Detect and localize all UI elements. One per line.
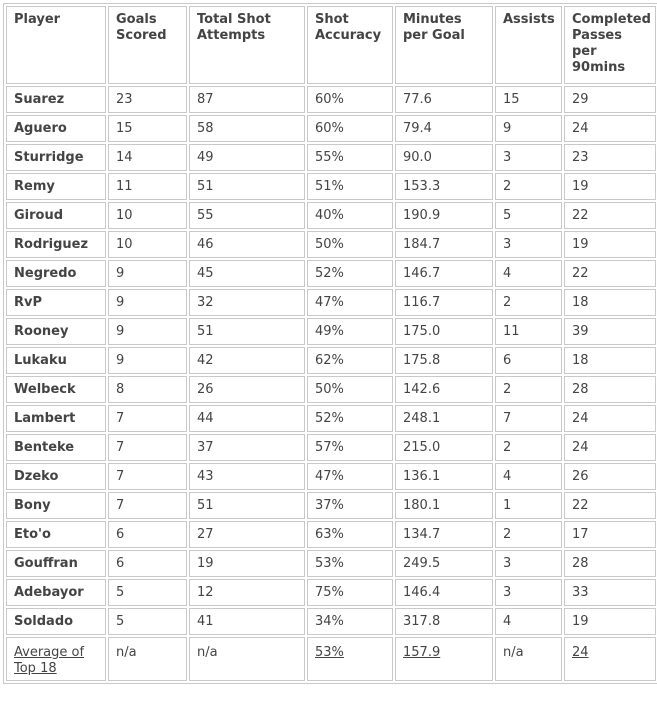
- player-cell: Gouffran: [6, 550, 106, 577]
- player-cell: Welbeck: [6, 376, 106, 403]
- shots-cell: 27: [189, 521, 305, 548]
- assists-cell: 7: [495, 405, 562, 432]
- passes-cell: 18: [564, 347, 656, 374]
- table-row: [6, 434, 656, 461]
- player-cell: RvP: [6, 289, 106, 316]
- shots-cell: 32: [189, 289, 305, 316]
- goals-cell: 7: [108, 434, 187, 461]
- shots-cell: 87: [189, 86, 305, 113]
- passes-cell: 22: [564, 260, 656, 287]
- accuracy-cell: 62%: [307, 347, 393, 374]
- goals-cell: 8: [108, 376, 187, 403]
- header-minutes-per-goal: Minutes per Goal: [395, 6, 493, 84]
- shots-cell: 51: [189, 492, 305, 519]
- accuracy-cell: 37%: [307, 492, 393, 519]
- table-row: [6, 463, 656, 490]
- average-passes-link[interactable]: 24: [564, 637, 656, 681]
- table-row: [6, 231, 656, 258]
- accuracy-cell: 75%: [307, 579, 393, 606]
- header-total-shot-attempts: Total Shot Attempts: [189, 6, 305, 84]
- player-cell: Adebayor: [6, 579, 106, 606]
- shots-cell: 46: [189, 231, 305, 258]
- passes-cell: 19: [564, 231, 656, 258]
- goals-cell: 23: [108, 86, 187, 113]
- passes-cell: 24: [564, 115, 656, 142]
- passes-cell: 28: [564, 376, 656, 403]
- goals-cell: 9: [108, 318, 187, 345]
- assists-cell: 1: [495, 492, 562, 519]
- player-cell: Rodriguez: [6, 231, 106, 258]
- player-cell: Rooney: [6, 318, 106, 345]
- passes-cell: 33: [564, 579, 656, 606]
- passes-cell: 17: [564, 521, 656, 548]
- average-goals: n/a: [108, 637, 187, 681]
- table-row: [6, 144, 656, 171]
- player-cell: Soldado: [6, 608, 106, 635]
- player-cell: Suarez: [6, 86, 106, 113]
- player-cell: Dzeko: [6, 463, 106, 490]
- minutes-per-goal-cell: 90.0: [395, 144, 493, 171]
- assists-cell: 2: [495, 376, 562, 403]
- minutes-per-goal-cell: 134.7: [395, 521, 493, 548]
- passes-cell: 24: [564, 434, 656, 461]
- player-cell: Giroud: [6, 202, 106, 229]
- passes-cell: 23: [564, 144, 656, 171]
- average-shots: n/a: [189, 637, 305, 681]
- goals-cell: 9: [108, 260, 187, 287]
- table-row: [6, 579, 656, 606]
- assists-cell: 3: [495, 579, 562, 606]
- passes-cell: 19: [564, 608, 656, 635]
- goals-cell: 11: [108, 173, 187, 200]
- shots-cell: 45: [189, 260, 305, 287]
- accuracy-cell: 52%: [307, 405, 393, 432]
- table-row: [6, 289, 656, 316]
- goals-cell: 15: [108, 115, 187, 142]
- assists-cell: 2: [495, 434, 562, 461]
- table-footer: [6, 637, 656, 681]
- minutes-per-goal-cell: 317.8: [395, 608, 493, 635]
- header-shot-accuracy: Shot Accuracy: [307, 6, 393, 84]
- player-stats-table: [3, 3, 657, 684]
- table-row: [6, 405, 656, 432]
- table-header: [6, 6, 656, 84]
- shots-cell: 55: [189, 202, 305, 229]
- passes-cell: 19: [564, 173, 656, 200]
- accuracy-cell: 40%: [307, 202, 393, 229]
- player-cell: Eto'o: [6, 521, 106, 548]
- goals-cell: 7: [108, 405, 187, 432]
- table-row: [6, 376, 656, 403]
- assists-cell: 4: [495, 608, 562, 635]
- shots-cell: 43: [189, 463, 305, 490]
- accuracy-cell: 52%: [307, 260, 393, 287]
- average-assists: n/a: [495, 637, 562, 681]
- minutes-per-goal-cell: 79.4: [395, 115, 493, 142]
- passes-cell: 24: [564, 405, 656, 432]
- shots-cell: 51: [189, 173, 305, 200]
- average-row: [6, 637, 656, 681]
- table-row: [6, 318, 656, 345]
- shots-cell: 44: [189, 405, 305, 432]
- table-row: [6, 550, 656, 577]
- assists-cell: 5: [495, 202, 562, 229]
- assists-cell: 9: [495, 115, 562, 142]
- accuracy-cell: 60%: [307, 86, 393, 113]
- assists-cell: 2: [495, 521, 562, 548]
- goals-cell: 5: [108, 579, 187, 606]
- table-row: [6, 115, 656, 142]
- player-cell: Aguero: [6, 115, 106, 142]
- passes-cell: 26: [564, 463, 656, 490]
- player-cell: Lambert: [6, 405, 106, 432]
- accuracy-cell: 63%: [307, 521, 393, 548]
- shots-cell: 41: [189, 608, 305, 635]
- shots-cell: 19: [189, 550, 305, 577]
- assists-cell: 15: [495, 86, 562, 113]
- goals-cell: 6: [108, 521, 187, 548]
- assists-cell: 4: [495, 463, 562, 490]
- passes-cell: 29: [564, 86, 656, 113]
- shots-cell: 42: [189, 347, 305, 374]
- accuracy-cell: 55%: [307, 144, 393, 171]
- accuracy-cell: 57%: [307, 434, 393, 461]
- player-cell: Lukaku: [6, 347, 106, 374]
- passes-cell: 28: [564, 550, 656, 577]
- minutes-per-goal-cell: 136.1: [395, 463, 493, 490]
- table-row: [6, 608, 656, 635]
- header-row: [6, 6, 656, 84]
- goals-cell: 9: [108, 347, 187, 374]
- shots-cell: 58: [189, 115, 305, 142]
- player-cell: Sturridge: [6, 144, 106, 171]
- shots-cell: 51: [189, 318, 305, 345]
- header-completed-passes: Completed Passes per 90mins: [564, 6, 656, 84]
- header-goals-scored: Goals Scored: [108, 6, 187, 84]
- minutes-per-goal-cell: 116.7: [395, 289, 493, 316]
- assists-cell: 3: [495, 231, 562, 258]
- minutes-per-goal-cell: 146.7: [395, 260, 493, 287]
- table-row: [6, 86, 656, 113]
- minutes-per-goal-cell: 248.1: [395, 405, 493, 432]
- accuracy-cell: 49%: [307, 318, 393, 345]
- passes-cell: 22: [564, 202, 656, 229]
- header-player: Player: [6, 6, 106, 84]
- header-assists: Assists: [495, 6, 562, 84]
- minutes-per-goal-cell: 175.8: [395, 347, 493, 374]
- goals-cell: 7: [108, 492, 187, 519]
- assists-cell: 4: [495, 260, 562, 287]
- goals-cell: 14: [108, 144, 187, 171]
- table-row: [6, 202, 656, 229]
- accuracy-cell: 53%: [307, 550, 393, 577]
- accuracy-cell: 47%: [307, 463, 393, 490]
- minutes-per-goal-cell: 215.0: [395, 434, 493, 461]
- assists-cell: 3: [495, 144, 562, 171]
- assists-cell: 6: [495, 347, 562, 374]
- average-minutes-link[interactable]: 157.9: [395, 637, 493, 681]
- accuracy-cell: 51%: [307, 173, 393, 200]
- player-cell: Remy: [6, 173, 106, 200]
- passes-cell: 18: [564, 289, 656, 316]
- goals-cell: 6: [108, 550, 187, 577]
- goals-cell: 10: [108, 202, 187, 229]
- table-row: [6, 347, 656, 374]
- table-row: [6, 260, 656, 287]
- minutes-per-goal-cell: 153.3: [395, 173, 493, 200]
- passes-cell: 22: [564, 492, 656, 519]
- assists-cell: 3: [495, 550, 562, 577]
- goals-cell: 5: [108, 608, 187, 635]
- shots-cell: 49: [189, 144, 305, 171]
- accuracy-cell: 50%: [307, 231, 393, 258]
- minutes-per-goal-cell: 249.5: [395, 550, 493, 577]
- accuracy-cell: 34%: [307, 608, 393, 635]
- average-label-link[interactable]: Average of Top 18: [6, 637, 106, 681]
- minutes-per-goal-cell: 184.7: [395, 231, 493, 258]
- table-row: [6, 173, 656, 200]
- goals-cell: 7: [108, 463, 187, 490]
- table-row: [6, 521, 656, 548]
- player-cell: Bony: [6, 492, 106, 519]
- minutes-per-goal-cell: 77.6: [395, 86, 493, 113]
- shots-cell: 37: [189, 434, 305, 461]
- assists-cell: 2: [495, 289, 562, 316]
- player-cell: Negredo: [6, 260, 106, 287]
- minutes-per-goal-cell: 190.9: [395, 202, 493, 229]
- minutes-per-goal-cell: 175.0: [395, 318, 493, 345]
- accuracy-cell: 60%: [307, 115, 393, 142]
- shots-cell: 26: [189, 376, 305, 403]
- minutes-per-goal-cell: 180.1: [395, 492, 493, 519]
- goals-cell: 10: [108, 231, 187, 258]
- shots-cell: 12: [189, 579, 305, 606]
- average-accuracy-link[interactable]: 53%: [307, 637, 393, 681]
- minutes-per-goal-cell: 142.6: [395, 376, 493, 403]
- accuracy-cell: 50%: [307, 376, 393, 403]
- player-cell: Benteke: [6, 434, 106, 461]
- assists-cell: 2: [495, 173, 562, 200]
- table-body: [6, 86, 656, 635]
- accuracy-cell: 47%: [307, 289, 393, 316]
- minutes-per-goal-cell: 146.4: [395, 579, 493, 606]
- goals-cell: 9: [108, 289, 187, 316]
- passes-cell: 39: [564, 318, 656, 345]
- table-row: [6, 492, 656, 519]
- assists-cell: 11: [495, 318, 562, 345]
